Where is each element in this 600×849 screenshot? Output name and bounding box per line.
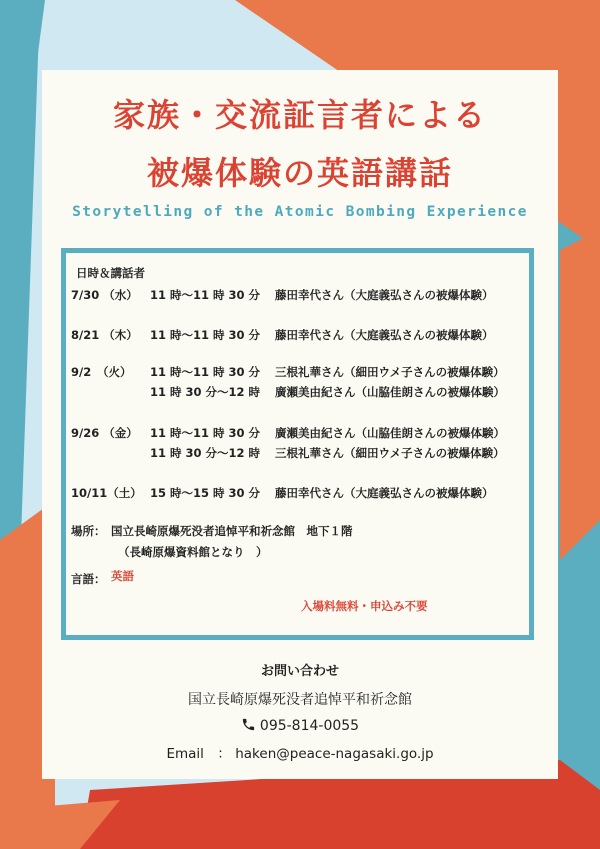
contact-phone-row — [42, 717, 558, 736]
session-date: 9/26 （金） — [71, 426, 138, 440]
admission-note: 入場料無料・申込み不要 — [301, 599, 428, 613]
schedule-box — [61, 248, 534, 640]
session-date: 9/2 （火） — [71, 365, 132, 379]
session-speaker: 藤田幸代さん（大庭義弘さんの被爆体験） — [275, 288, 494, 302]
english-subtitle: Storytelling of the Atomic Bombing Experience — [72, 204, 528, 220]
session-time: 11 時 30 分～12 時 — [150, 446, 261, 460]
venue-note: （長崎原爆資料館となり ） — [118, 545, 268, 559]
title-line-2: 被爆体験の英語講話 — [146, 154, 453, 192]
contact-heading: お問い合わせ — [260, 664, 339, 679]
contact-email-row — [42, 742, 558, 762]
session-time: 15 時～15 時 30 分 — [150, 486, 261, 500]
flyer-card — [42, 70, 558, 779]
session-speaker: 三根礼華さん（細田ウメ子さんの被爆体験） — [275, 446, 505, 460]
venue-label: 場所： — [71, 524, 106, 538]
session-date: 8/21 （木） — [71, 328, 138, 342]
contact-org: 国立長崎原爆死没者追悼平和祈念館 — [188, 692, 412, 708]
session-time: 11 時～11 時 30 分 — [150, 426, 261, 440]
session-time: 11 時～11 時 30 分 — [150, 328, 261, 342]
session-date: 7/30 （水） — [71, 288, 138, 302]
session-time: 11 時～11 時 30 分 — [150, 365, 261, 379]
session-speaker: 藤田幸代さん（大庭義弘さんの被爆体験） — [275, 486, 494, 500]
session-speaker: 三根礼華さん（細田ウメ子さんの被爆体験） — [275, 365, 505, 379]
contact-email[interactable]: haken@peace-nagasaki.go.jp — [235, 746, 434, 762]
title-line-1: 家族・交流証言者による — [112, 96, 487, 134]
session-speaker: 藤田幸代さん（大庭義弘さんの被爆体験） — [275, 328, 494, 342]
session-time: 11 時 30 分～12 時 — [150, 385, 261, 399]
phone-icon — [241, 717, 256, 736]
language-value: 英語 — [111, 569, 134, 583]
email-label: Email ： — [166, 746, 231, 762]
session-speaker: 廣瀬美由紀さん（山脇佳朗さんの被爆体験） — [275, 385, 505, 399]
session-time: 11 時～11 時 30 分 — [150, 288, 261, 302]
contact-phone[interactable]: 095-814-0055 — [259, 718, 360, 734]
schedule-header: 日時＆講話者 — [76, 266, 145, 280]
venue-value: 国立長崎原爆死没者追悼平和祈念館 地下１階 — [111, 524, 353, 538]
language-label: 言語： — [71, 572, 106, 586]
session-speaker: 廣瀬美由紀さん（山脇佳朗さんの被爆体験） — [275, 426, 505, 440]
session-date: 10/11（土） — [71, 486, 142, 500]
